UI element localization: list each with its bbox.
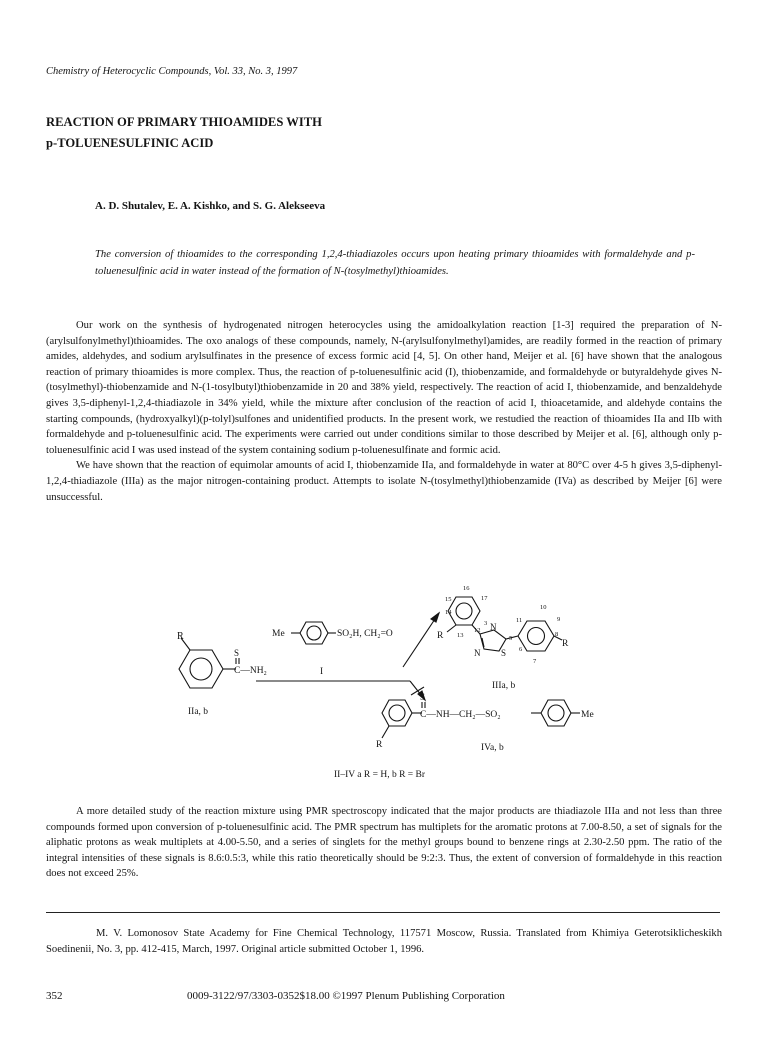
atom-number: 9 (557, 616, 561, 623)
atom-number: 15 (445, 596, 452, 603)
product3-s: S (501, 648, 507, 658)
title-line-1: REACTION OF PRIMARY THIOAMIDES WITH (46, 115, 322, 129)
atom-number: 11 (516, 617, 523, 624)
atom-number: 13 (457, 632, 464, 639)
title-line-2: p-TOLUENESULFINIC ACID (46, 136, 214, 150)
product4-r: R (376, 740, 383, 750)
ring-reagent-circle (307, 626, 321, 640)
product3-n-top: N (490, 622, 497, 632)
product4-me: Me (581, 710, 594, 720)
ring-iva-left (382, 700, 412, 726)
ring-reagent (300, 622, 328, 644)
paragraph-3: A more detailed study of the reaction mixture using PMR spectroscopy indicated that the major products are thiadiazole IIIa and not less than three compounds formed upon conversion of p-toluenesulfinic acid. The PMR spectrum has multiplets for the aromatic protons at 7.00-8.50, a set of signals for the aliphatic protons as weak multiplets at 4.00-5.50, and a series of singlets for the methyl groups bound to benzene rings at 2.30-2.50 ppm. The ratio of the integral intensities of these signals is 8.6:0.5:3, while this ratio theoretically should be 9:2:3. Thus, the extent of conversion of formaldehyde in this reaction does not exceed 25%. (46, 806, 722, 880)
footnote-text: M. V. Lomonosov State Academy for Fine Chemical Technology, 117571 Moscow, Russia. Translated from Khimiya Geterotsiklicheskikh Soedinenii, No. 3, pp. 412-415, March, 1997. Original article submitted October 1, 1996. (46, 928, 722, 955)
start-r: R (177, 631, 184, 642)
start-label: IIa, b (188, 707, 209, 717)
reagent-me: Me (272, 629, 285, 639)
paragraph-2: We have shown that the reaction of equimolar amounts of acid I, thiobenzamide IIa, and formaldehyde in water at 80°C over 4-5 h gives 3,5-diphenyl-1,2,4-thiadiazole (IIIa) as the major nitrogen-containing product. Attempts to isolate N-(tosylmethyl)thiobenzamide (IVa) as described by Meijer [6] were unsuccessful. (46, 460, 722, 503)
ring-iva-right (541, 700, 571, 726)
atom-number: 6 (519, 646, 523, 653)
reagent-tail: SO₂H, CH₂=O (337, 629, 393, 639)
ring-iva-right-circle (548, 705, 564, 721)
product3-r-left: R (437, 631, 444, 641)
page-number: 352 (46, 990, 63, 1002)
ring-iiia-right (518, 621, 554, 651)
atom-number: 10 (540, 604, 547, 611)
product4-s: S (420, 692, 426, 702)
ring-iia (179, 650, 223, 688)
article-title (46, 112, 322, 154)
atom-number: 14 (445, 609, 452, 616)
product4-chain: C—NH—CH₂—SO₂ (420, 710, 501, 720)
arrow-head-iiia (431, 613, 439, 622)
reagent-label: I (320, 667, 324, 677)
product3-n-bottom: N (474, 648, 481, 658)
paragraph-1: Our work on the synthesis of hydrogenated nitrogen heterocycles using the amidoalkylation reaction [1-3] required the preparation of N-(arylsulfonylmethyl)thioamides. The oxo analogs of these compounds, namely, N-(arylsulfonylmethyl)amides, are readily formed in the reaction of primary amides, aldehydes, and sodium arylsulfinates in the presence of excess formic acid [4, 5]. On other hand, Meijer et al. [6] have shown that the analogous reaction of primary thioamides is more complex. Thus, the reaction of p-toluenesulfinic acid (I), thiobenzamide, and formaldehyde or butyraldehyde gives N-(tosylmethyl)-thiobenzamide and N-(1-tosylbutyl)thiobenzamide in 20 and 38% yield, respectively. The reaction of acid I, thiobenzamide, and benzaldehyde gives 3,5-diphenyl-1,2,4-thiadiazole in 34% yield, while the mixture after conclusion of the reaction of acid I, thioacetamide, and aldehyde contains the starting compounds, (hydroxyalkyl)(p-tolyl)sulfones and unidentified products. In the present work, we restudied the reaction of thioamides IIa and IIb with formaldehyde and p-toluenesulfinic acid. The experiments were carried out under conditions similar to those described by Meijer et al. [6], although only p-toluenesulfinic acid I was used instead of the system containing sodium p-toluenesulfinate and formic acid. (46, 320, 722, 456)
copyright-code: 0009-3122/97/3303-0352$18.00 ©1997 Plenum Publishing Corporation (187, 990, 505, 1002)
authors: A. D. Shutalev, E. A. Kishko, and S. G. Alekseeva (95, 200, 326, 212)
atom-number: 17 (481, 595, 488, 602)
scheme-caption: II–IV a R = H, b R = Br (334, 770, 426, 780)
atom-number: 5 (509, 635, 513, 642)
atom-number: 7 (533, 658, 537, 665)
product3-r-right: R (562, 639, 569, 649)
footnote (46, 926, 722, 958)
ring-iiia-left (448, 597, 480, 625)
ring-iia-circle (190, 658, 212, 680)
body-text (46, 318, 722, 505)
abstract: The conversion of thioamides to the corresponding 1,2,4-thiadiazoles occurs upon heating primary thioamides with formaldehyde and p-toluenesulfinic acid in water instead of the formation of N-(tosylmethyl)thioamides. (95, 249, 695, 277)
atom-number: 8 (555, 631, 559, 638)
start-group: C—NH₂ (234, 666, 267, 676)
reaction-scheme (0, 576, 768, 796)
footnote-divider (46, 912, 720, 913)
body-text-continued (46, 804, 722, 882)
atom-number: 16 (463, 585, 470, 592)
start-s: S (234, 648, 240, 658)
journal-header: Chemistry of Heterocyclic Compounds, Vol. 33, No. 3, 1997 (46, 66, 298, 77)
product3-label: IIIa, b (492, 681, 516, 691)
ring-iva-left-circle (389, 705, 405, 721)
atom-number: 12 (474, 627, 481, 634)
ring-iiia-right-circle (528, 628, 545, 645)
atom-number: 3 (484, 620, 488, 627)
product4-label: IVa, b (481, 743, 504, 753)
ring-iiia-left-circle (456, 603, 472, 619)
